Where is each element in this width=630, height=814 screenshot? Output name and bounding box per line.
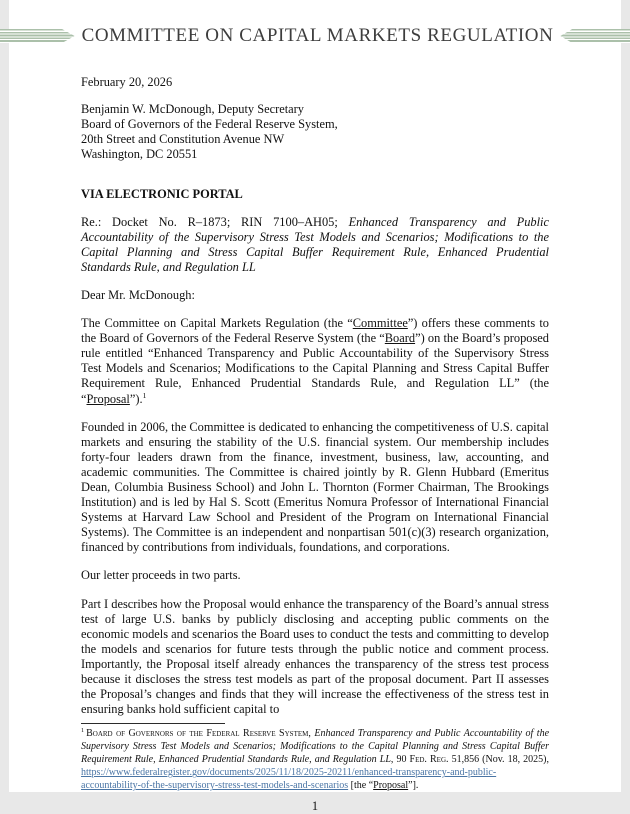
intro-segment: ”). [129,391,143,406]
paragraph-two-parts: Our letter proceeds in two parts. [81,568,241,583]
intro-segment: The Committee on Capital Markets Regulation (the “ [81,316,353,331]
footnote-rule-title: Enhanced Transparency and Public Accountability of the Supervisory Stress Test Models and Scenarios; Modifications to the Capital Planning and Stress Capital Buffer Requirement Rule, Enhanced Prudential Standards Rule, and Regulation LL [81,728,550,766]
footnote-1 [81,727,549,792]
recipient-name-title: Benjamin W. McDonough, Deputy Secretary [81,102,304,117]
salutation: Dear Mr. McDonough: [81,287,195,302]
subject-line [81,215,549,275]
defined-term-committee: Committee [352,316,408,331]
defined-term-proposal: Proposal [86,391,130,406]
letter-body [81,75,549,717]
federal-register-link[interactable]: https://www.federalregister.gov/documents/2025/11/18/2025-20211/enhanced-transparency-and-public-accountability-of-the-supervisory-stress-test-models-and-scenarios [81,767,497,792]
letter-page [9,0,621,814]
intro-segment: ”) on the Board’s proposed rule entitled “Enhanced Transparency and Public Accountability of the Supervisory Stress Test Models and Scenarios; Modifications to the Capital Planning and Stress Capital Buffer Requirement Rule, Enhanced Prudential Standards Rule, and Regulation LL” (the “ [81,331,549,406]
footnote-segment: , [308,728,315,740]
logo-right-stripes-icon [560,29,630,43]
footnote-reporter: Fed. Reg. [409,754,449,766]
footnote-area [81,723,549,814]
footnote-marker: 1 [81,726,85,734]
subject-docket-prefix: Re.: Docket No. R–1873; RIN 7100–AH05; [81,214,349,229]
recipient-address [81,102,549,162]
footnote-defined-term-proposal: Proposal [373,780,409,792]
recipient-street: 20th Street and Constitution Avenue NW [81,132,285,147]
footnote-separator [81,723,225,724]
organization-name: COMMITTEE ON CAPITAL MARKETS REGULATION [81,25,554,46]
footnote-segment: ”]. [408,780,419,792]
paragraph-about-committee: Founded in 2006, the Committee is dedicated to enhancing the competitiveness of U.S. capital markets and ensuring the stability of the U.S. financial system. Our membership includes forty-four leaders drawn from the finance, investment, business, law, accounting, and academic communities. The Committee is chaired jointly by R. Glenn Hubbard (Emeritus Dean, Columbia Business School) and John L. Thornton (Former Chairman, The Brookings Institution) and is led by Hal S. Scott (Emeritus Nomura Professor of International Financial Systems at Harvard Law School and President of the Program on International Financial Systems). The Committee is an independent and nonpartisan 501(c)(3) research organization, financed by contributions from individuals, foundations, and corporations. [81,419,549,555]
subject-rule-title: Enhanced Transparency and Public Accountability of the Supervisory Stress Test Models and Scenarios; Modifications to the Capital Planning and Stress Capital Buffer Requirement Rule, Enhanced Prudential Standards Rule, and Regulation LL [81,214,549,274]
logo-left-stripes-icon [0,29,75,43]
paragraph-part-one-summary: Part I describes how the Proposal would enhance the transparency of the Board’s annual stress test of large U.S. banks by publicly disclosing and accepting public comments on the economic models and scenarios the Board uses to conduct the tests and committing to develop the models and scenarios for future tests through the public notice and comment process. Importantly, the Proposal itself already enhances the transparency of the stress test process because it discloses the stress test models as part of the proposal document. Part II assesses the Proposal’s changes and finds that they will increase the effectiveness of the stress test in ensuring banks hold sufficient capital to [81,596,549,717]
recipient-city-zip: Washington, DC 20551 [81,147,198,162]
paragraph-introduction [81,316,549,407]
letter-date: February 20, 2026 [81,75,173,89]
footnote-segment: 51,856 (Nov. 18, 2025), [448,754,550,766]
footnote-reference: 1 [142,390,147,400]
footnote-segment: , 90 [390,754,410,766]
page-number: 1 [311,799,319,814]
recipient-organization: Board of Governors of the Federal Reserve System, [81,117,338,132]
footnote-segment: [the “ [348,780,374,792]
letterhead [9,0,621,47]
intro-segment: ”) offers these comments to the Board of Governors of the Federal Reserve System (the “ [81,316,549,346]
delivery-method: VIA ELECTRONIC PORTAL [81,187,243,202]
defined-term-board: Board [384,331,416,346]
footnote-author: Board of Governors of the Federal Reserve System [86,728,309,740]
